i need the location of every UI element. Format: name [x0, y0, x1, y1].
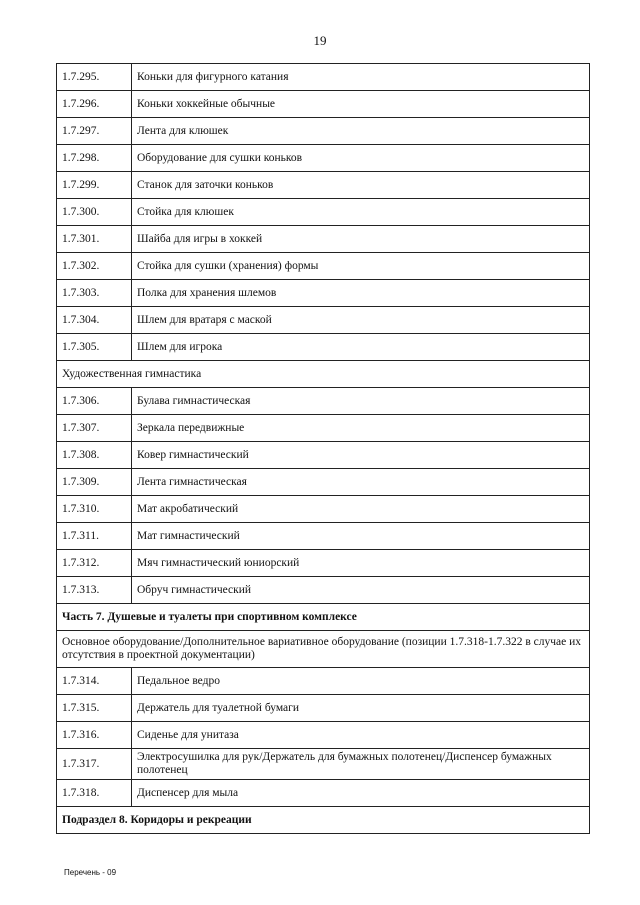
item-name: Зеркала передвижные [132, 415, 590, 442]
item-code: 1.7.314. [57, 668, 132, 695]
item-name: Стойка для сушки (хранения) формы [132, 253, 590, 280]
section-title: Художественная гимнастика [57, 361, 590, 388]
table-row [57, 780, 590, 807]
table-row [57, 334, 590, 361]
item-code: 1.7.316. [57, 722, 132, 749]
item-code: 1.7.301. [57, 226, 132, 253]
item-name: Шлем для игрока [132, 334, 590, 361]
table-row [57, 64, 590, 91]
table-row [57, 199, 590, 226]
item-name: Станок для заточки коньков [132, 172, 590, 199]
table-row [57, 722, 590, 749]
table-row [57, 91, 590, 118]
item-name: Мат гимнастический [132, 523, 590, 550]
table-row [57, 442, 590, 469]
item-code: 1.7.303. [57, 280, 132, 307]
table-row [57, 118, 590, 145]
item-name: Лента для клюшек [132, 118, 590, 145]
item-code: 1.7.297. [57, 118, 132, 145]
table-row [57, 226, 590, 253]
item-code: 1.7.310. [57, 496, 132, 523]
item-name: Педальное ведро [132, 668, 590, 695]
part-7-note: Основное оборудование/Дополнительное вариативное оборудование (позиции 1.7.318-1.7.322 в случае их отсутствия в проектной документации) [57, 631, 590, 668]
table-row [57, 145, 590, 172]
item-name: Коньки для фигурного катания [132, 64, 590, 91]
item-name: Шайба для игры в хоккей [132, 226, 590, 253]
item-name: Электросушилка для рук/Держатель для бумажных полотенец/Диспенсер бумажных полотенец [132, 749, 590, 780]
item-code: 1.7.300. [57, 199, 132, 226]
item-code: 1.7.312. [57, 550, 132, 577]
note-row [57, 631, 590, 668]
item-name: Диспенсер для мыла [132, 780, 590, 807]
item-name: Лента гимнастическая [132, 469, 590, 496]
item-code: 1.7.304. [57, 307, 132, 334]
subsection-heading-row [57, 807, 590, 834]
table-row [57, 523, 590, 550]
item-name: Сиденье для унитаза [132, 722, 590, 749]
equipment-table [56, 63, 590, 834]
footer-label: Перечень - 09 [64, 868, 117, 877]
item-name: Булава гимнастическая [132, 388, 590, 415]
section-row [57, 361, 590, 388]
item-code: 1.7.318. [57, 780, 132, 807]
table-row [57, 172, 590, 199]
item-code: 1.7.295. [57, 64, 132, 91]
item-name: Оборудование для сушки коньков [132, 145, 590, 172]
item-code: 1.7.306. [57, 388, 132, 415]
item-name: Обруч гимнастический [132, 577, 590, 604]
item-code: 1.7.307. [57, 415, 132, 442]
item-code: 1.7.296. [57, 91, 132, 118]
item-name: Стойка для клюшек [132, 199, 590, 226]
item-code: 1.7.311. [57, 523, 132, 550]
part-heading-row [57, 604, 590, 631]
item-code: 1.7.302. [57, 253, 132, 280]
item-code: 1.7.308. [57, 442, 132, 469]
item-code: 1.7.299. [57, 172, 132, 199]
item-code: 1.7.298. [57, 145, 132, 172]
table-row [57, 496, 590, 523]
item-code: 1.7.313. [57, 577, 132, 604]
table-row [57, 388, 590, 415]
item-code: 1.7.317. [57, 749, 132, 780]
item-name: Мяч гимнастический юниорский [132, 550, 590, 577]
table-row [57, 550, 590, 577]
item-name: Шлем для вратаря с маской [132, 307, 590, 334]
table-row [57, 668, 590, 695]
item-code: 1.7.315. [57, 695, 132, 722]
table-row [57, 695, 590, 722]
table-row [57, 280, 590, 307]
table-row [57, 577, 590, 604]
item-name: Мат акробатический [132, 496, 590, 523]
part-7-heading: Часть 7. Душевые и туалеты при спортивном комплексе [57, 604, 590, 631]
item-name: Полка для хранения шлемов [132, 280, 590, 307]
page-number: 19 [313, 33, 327, 48]
item-code: 1.7.305. [57, 334, 132, 361]
item-name: Держатель для туалетной бумаги [132, 695, 590, 722]
table-row [57, 415, 590, 442]
subsection-8-heading: Подраздел 8. Коридоры и рекреации [57, 807, 590, 834]
item-name: Коньки хоккейные обычные [132, 91, 590, 118]
item-code: 1.7.309. [57, 469, 132, 496]
table-row [57, 469, 590, 496]
table-row [57, 749, 590, 780]
item-name: Ковер гимнастический [132, 442, 590, 469]
table-row [57, 253, 590, 280]
equipment-table-body [57, 64, 590, 834]
table-row [57, 307, 590, 334]
